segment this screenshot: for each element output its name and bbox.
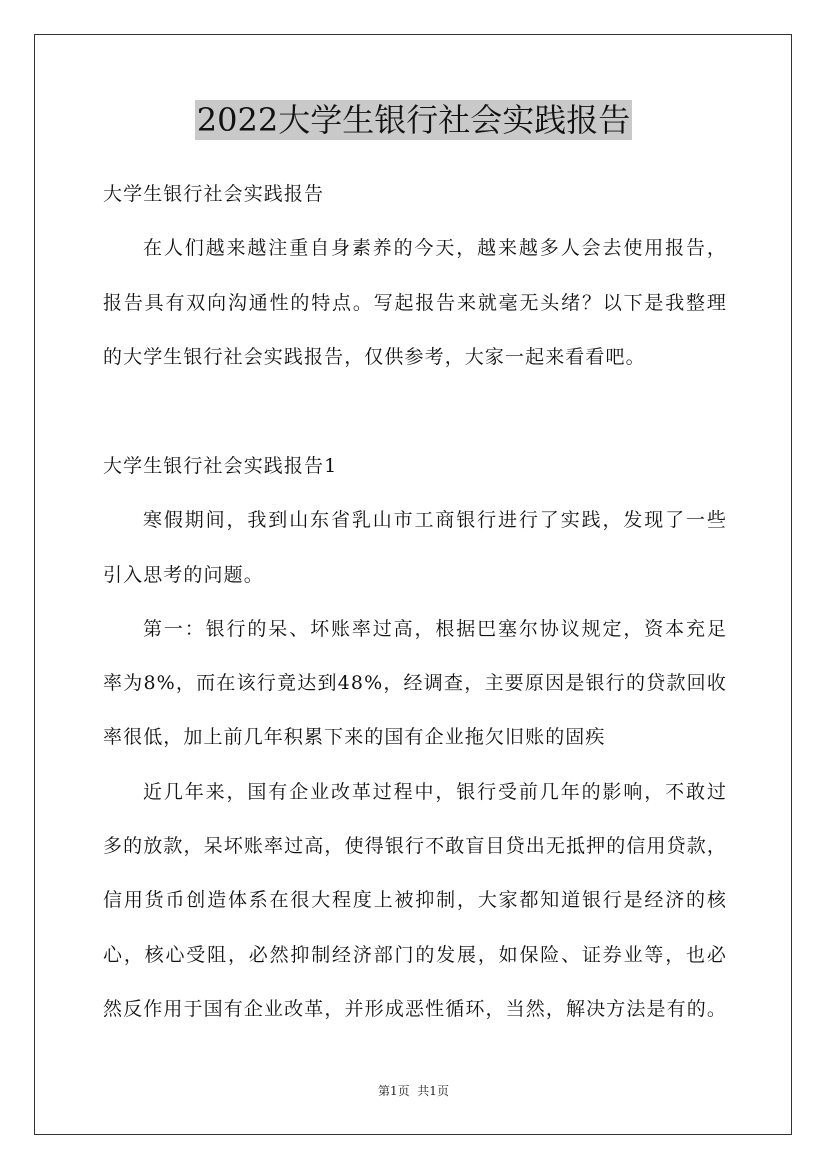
page-footer — [0, 1083, 827, 1099]
para1-line-1: 寒假期间，我到山东省乳山市工商银行进行了实践，发现了一些 — [143, 509, 727, 531]
para3-line-5: 然反作用于国有企业改革，并形成恶性循环，当然，解决方法是有的。 — [103, 998, 727, 1020]
para2-line-2: 率为8%，而在该行竟达到48%，经调查，主要原因是银行的贷款回收 — [103, 672, 727, 694]
para1-line-2: 引入思考的问题。 — [103, 564, 264, 586]
document-title-text: 2022大学生银行社会实践报告 — [196, 101, 631, 139]
para3-line-1: 近几年来，国有企业改革过程中，银行受前几年的影响，不敢过 — [143, 781, 727, 803]
page-number: 第1页 共1页 — [378, 1084, 449, 1098]
section-heading: 大学生银行社会实践报告1 — [103, 455, 338, 477]
intro-line-2: 报告具有双向沟通性的特点。写起报告来就毫无头绪？以下是我整理 — [103, 292, 727, 314]
subtitle: 大学生银行社会实践报告 — [103, 183, 325, 205]
para3-line-2: 多的放款，呆坏账率过高，使得银行不敢盲目贷出无抵押的信用贷款， — [103, 835, 727, 857]
para3-line-4: 心，核心受阻，必然抑制经济部门的发展，如保险、证券业等，也必 — [103, 944, 727, 966]
intro-line-1: 在人们越来越注重自身素养的今天，越来越多人会去使用报告， — [143, 237, 727, 259]
para2-line-3: 率很低，加上前几年积累下来的国有企业拖欠旧账的固疾 — [103, 726, 606, 748]
para3-line-3: 信用货币创造体系在很大程度上被抑制，大家都知道银行是经济的核 — [103, 889, 727, 911]
para2-line-1: 第一：银行的呆、坏账率过高，根据巴塞尔协议规定，资本充足 — [143, 618, 727, 640]
document-title — [0, 100, 827, 140]
intro-line-3: 的大学生银行社会实践报告，仅供参考，大家一起来看看吧。 — [103, 346, 646, 368]
